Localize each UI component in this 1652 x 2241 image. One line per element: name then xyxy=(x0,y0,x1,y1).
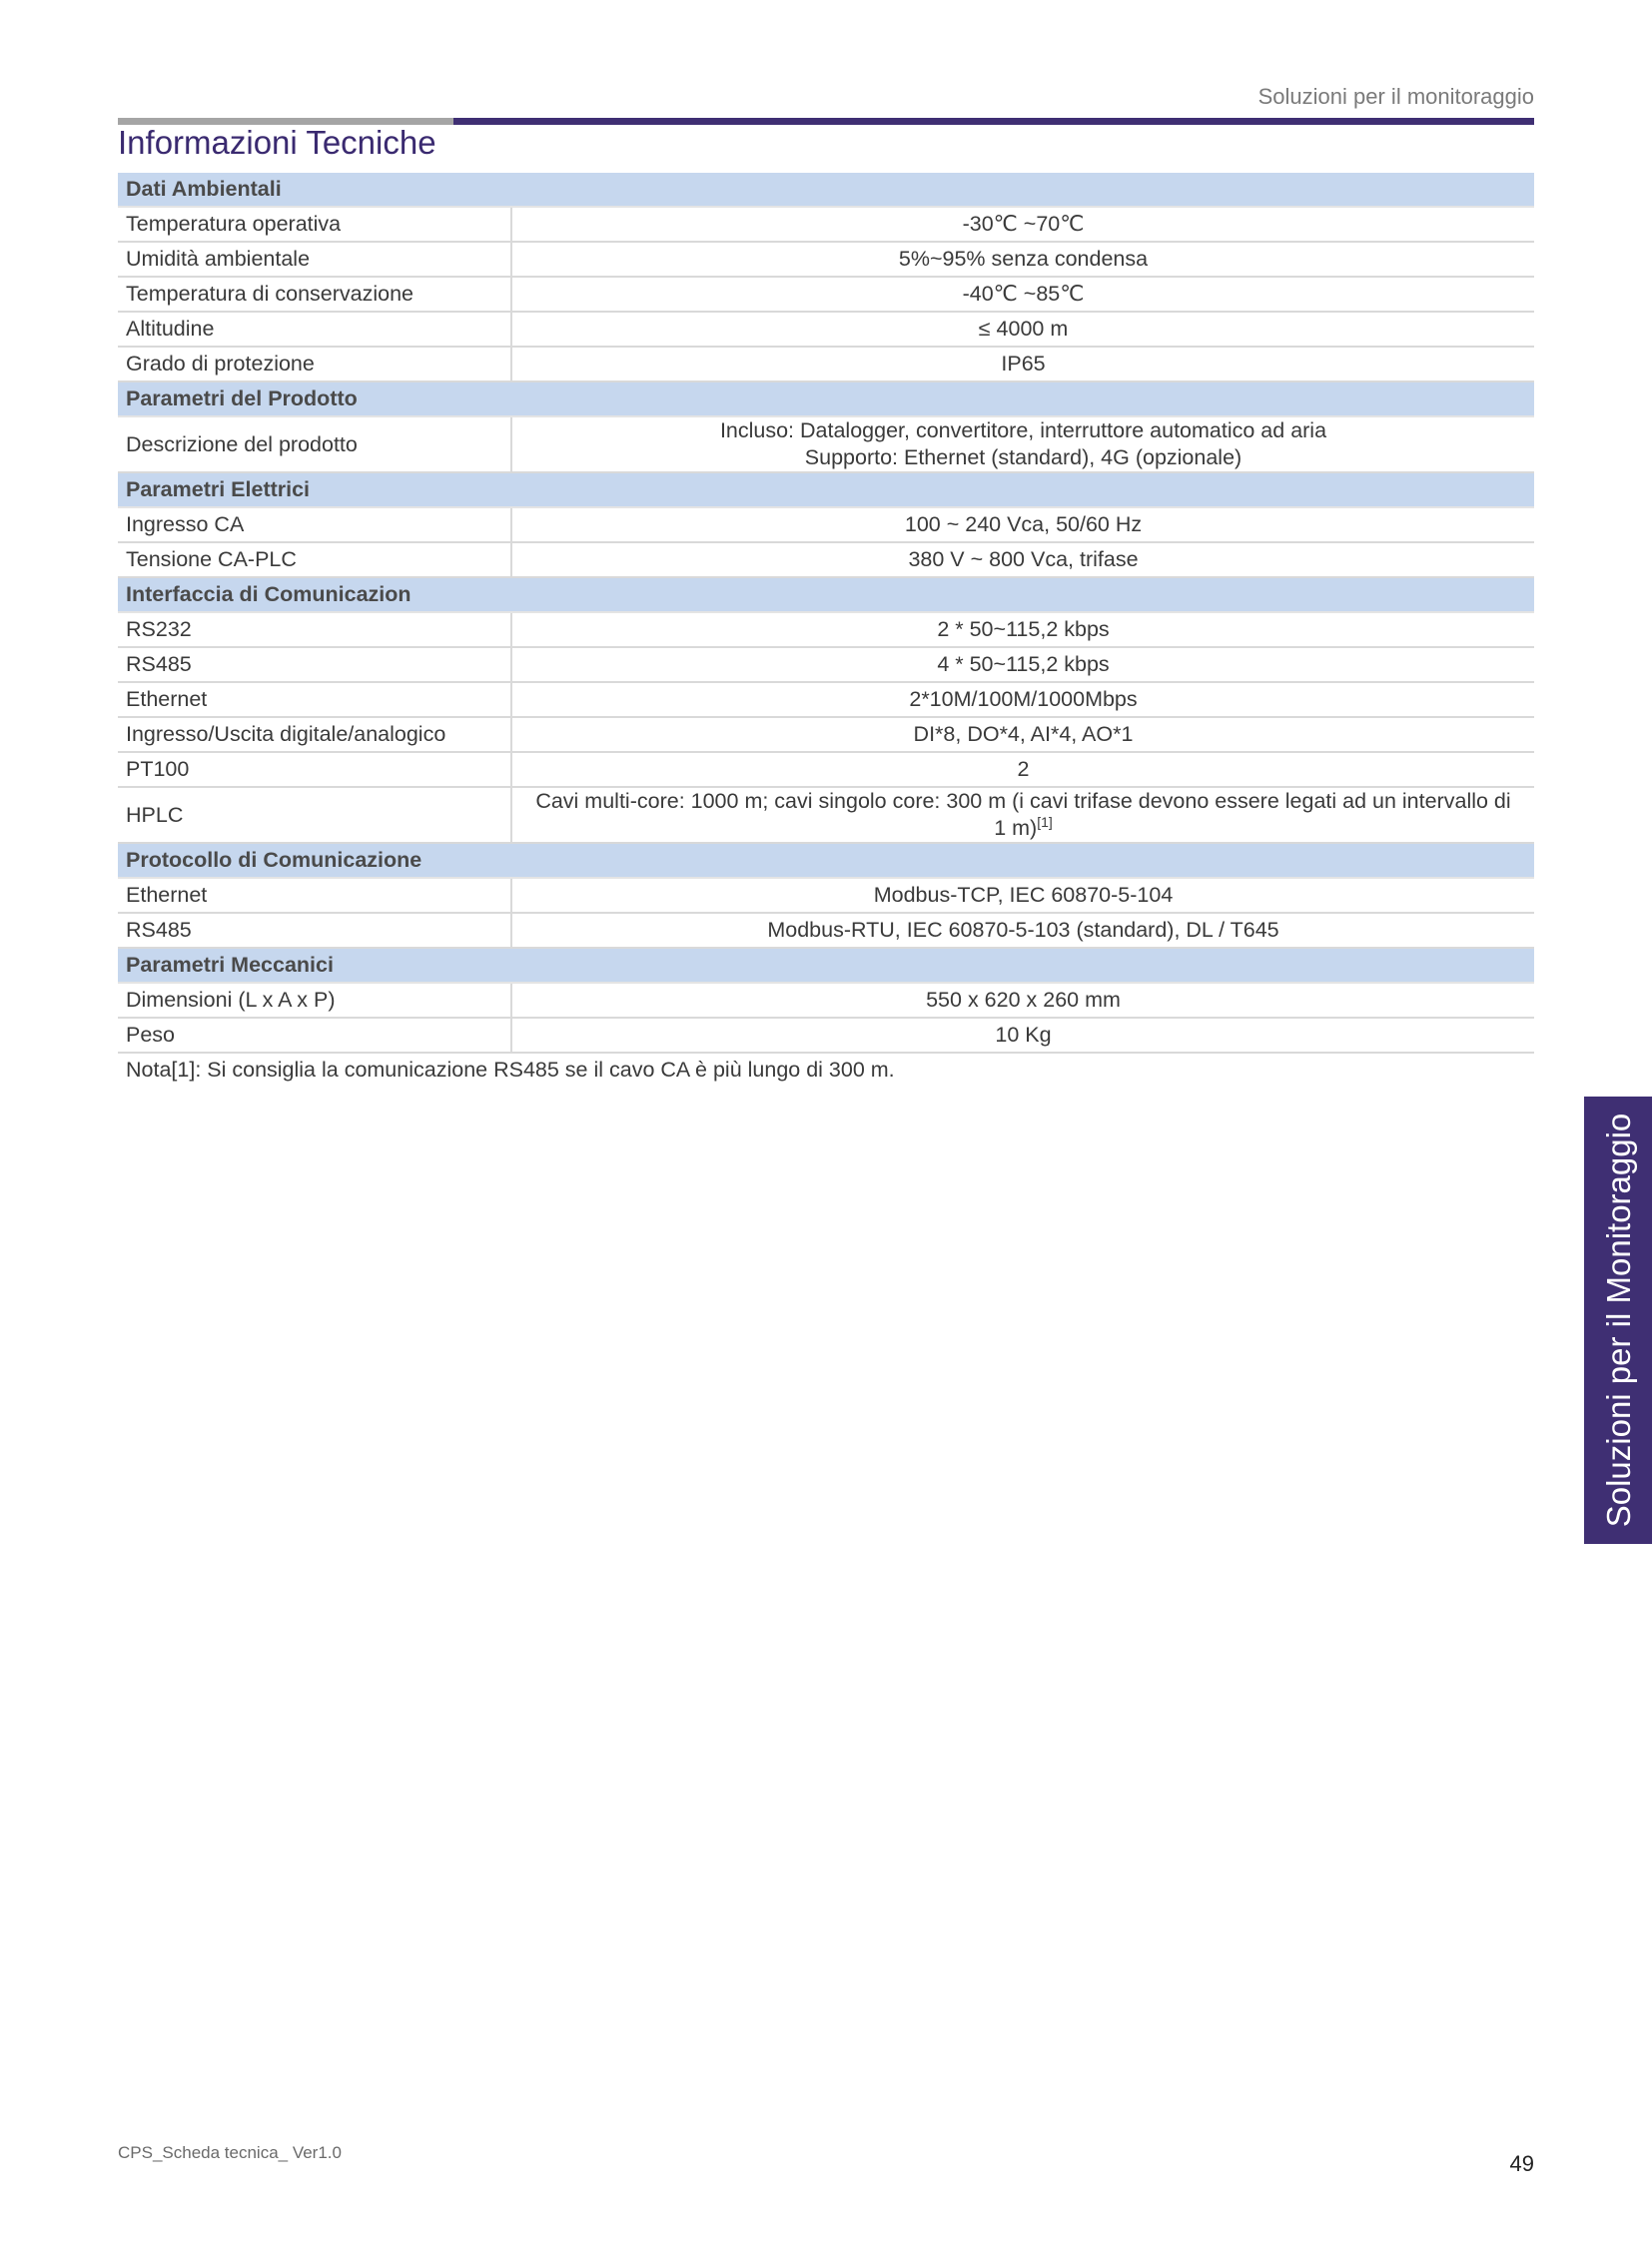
row-value: DI*8, DO*4, AI*4, AO*1 xyxy=(511,717,1534,752)
table-row xyxy=(118,682,1534,717)
side-tab-label: Soluzioni per il Monitoraggio xyxy=(1599,1113,1637,1528)
section-header-product xyxy=(118,381,1534,416)
row-label: Peso xyxy=(118,1018,511,1053)
section-header-protocol xyxy=(118,843,1534,878)
row-label: Tensione CA-PLC xyxy=(118,542,511,577)
row-value: -30℃ ~70℃ xyxy=(511,207,1534,242)
section-header-mechanical xyxy=(118,948,1534,983)
table-row xyxy=(118,913,1534,948)
row-value: 5%~95% senza condensa xyxy=(511,242,1534,277)
table-row xyxy=(118,1018,1534,1053)
value-line: Incluso: Datalogger, convertitore, interruttore automatico ad aria xyxy=(719,418,1327,442)
value-line xyxy=(520,815,1526,842)
table-row xyxy=(118,542,1534,577)
row-label: Ingresso/Uscita digitale/analogico xyxy=(118,717,511,752)
row-label: Grado di protezione xyxy=(118,347,511,381)
row-label: RS485 xyxy=(118,913,511,948)
table-row xyxy=(118,878,1534,913)
table-row xyxy=(118,416,1534,472)
row-label: Umidità ambientale xyxy=(118,242,511,277)
header-rule-purple xyxy=(453,118,1534,125)
section-title: Parametri Meccanici xyxy=(118,948,1534,983)
row-value: 2 * 50~115,2 kbps xyxy=(511,612,1534,647)
section-title: Interfaccia di Comunicazion xyxy=(118,577,1534,612)
section-header-interface xyxy=(118,577,1534,612)
row-value: Modbus-TCP, IEC 60870-5-104 xyxy=(511,878,1534,913)
row-value: ≤ 4000 m xyxy=(511,312,1534,347)
row-value: -40℃ ~85℃ xyxy=(511,277,1534,312)
row-label: RS485 xyxy=(118,647,511,682)
table-row xyxy=(118,277,1534,312)
section-title: Parametri del Prodotto xyxy=(118,381,1534,416)
row-value: 380 V ~ 800 Vca, trifase xyxy=(511,542,1534,577)
row-label: Temperatura operativa xyxy=(118,207,511,242)
section-header-environment xyxy=(118,173,1534,207)
row-label: RS232 xyxy=(118,612,511,647)
footnote: Nota[1]: Si consiglia la comunicazione RS485 se il cavo CA è più lungo di 300 m. xyxy=(126,1058,895,1082)
table-row xyxy=(118,207,1534,242)
section-title: Protocollo di Comunicazione xyxy=(118,843,1534,878)
footer-doc-id: CPS_Scheda tecnica_ Ver1.0 xyxy=(118,2143,342,2162)
table-row xyxy=(118,242,1534,277)
row-label: Temperatura di conservazione xyxy=(118,277,511,312)
running-head: Soluzioni per il monitoraggio xyxy=(1257,84,1534,109)
row-label: Dimensioni (L x A x P) xyxy=(118,983,511,1018)
table-row xyxy=(118,717,1534,752)
section-header-electrical xyxy=(118,472,1534,507)
section-title: Dati Ambientali xyxy=(118,173,1534,207)
table-row xyxy=(118,787,1534,843)
row-label: Ingresso CA xyxy=(118,507,511,542)
table-row xyxy=(118,347,1534,381)
table-row xyxy=(118,312,1534,347)
spec-table xyxy=(118,173,1534,1087)
row-value: 4 * 50~115,2 kbps xyxy=(511,647,1534,682)
row-label: Ethernet xyxy=(118,878,511,913)
row-value: 100 ~ 240 Vca, 50/60 Hz xyxy=(511,507,1534,542)
row-label: Ethernet xyxy=(118,682,511,717)
value-text: 1 m) xyxy=(994,816,1038,840)
row-label: PT100 xyxy=(118,752,511,787)
row-value: Modbus-RTU, IEC 60870-5-103 (standard), DL / T645 xyxy=(511,913,1534,948)
row-label: Descrizione del prodotto xyxy=(118,416,511,472)
row-value: IP65 xyxy=(511,347,1534,381)
table-row xyxy=(118,647,1534,682)
value-line: Supporto: Ethernet (standard), 4G (opzionale) xyxy=(804,445,1242,469)
row-value xyxy=(511,416,1534,472)
row-label: Altitudine xyxy=(118,312,511,347)
table-row xyxy=(118,983,1534,1018)
row-value: 2 xyxy=(511,752,1534,787)
page-number: 49 xyxy=(1509,2151,1534,2176)
section-title: Parametri Elettrici xyxy=(118,472,1534,507)
page-title: Informazioni Tecniche xyxy=(118,124,436,161)
footnote-ref: [1] xyxy=(1037,813,1053,830)
side-section-tab xyxy=(1584,1097,1652,1544)
table-row xyxy=(118,507,1534,542)
note-row xyxy=(118,1053,1534,1087)
row-value: 2*10M/100M/1000Mbps xyxy=(511,682,1534,717)
value-line: Cavi multi-core: 1000 m; cavi singolo core: 300 m (i cavi trifase devono essere legati ad un intervallo di xyxy=(535,789,1511,813)
table-row xyxy=(118,612,1534,647)
row-label: HPLC xyxy=(118,787,511,843)
table-row xyxy=(118,752,1534,787)
row-value: 10 Kg xyxy=(511,1018,1534,1053)
row-value: 550 x 620 x 260 mm xyxy=(511,983,1534,1018)
row-value xyxy=(511,787,1534,843)
